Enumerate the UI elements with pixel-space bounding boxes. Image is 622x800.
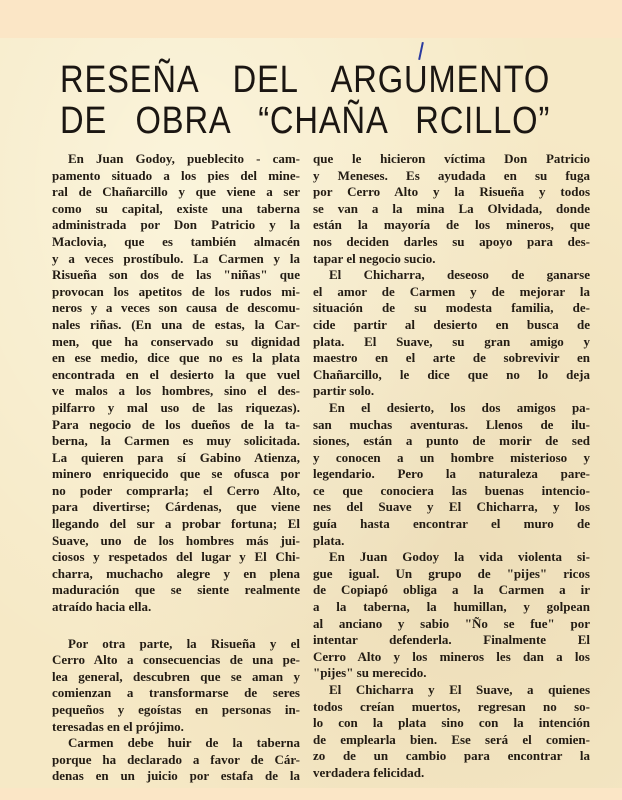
text-line: maestro en el arte de sobrevivir en — [313, 350, 590, 366]
text-line: cide partir al desierto en busca de — [313, 316, 590, 332]
article-column-right — [313, 151, 590, 782]
text-line: teresadas en el prójimo. — [52, 718, 184, 734]
text-line: no poder comprarla; el Cerro Alto, — [52, 482, 300, 498]
paragraph — [313, 400, 590, 549]
text-line: Cerro Alto a consecuencias de una pe- — [52, 652, 300, 668]
text-line: provocan los apetitos de los rudos mi- — [52, 283, 300, 299]
text-line: verdadera felicidad. — [313, 764, 425, 780]
text-line: pilfarro y mal uso de las riquezas). — [52, 399, 300, 415]
article-column-left — [52, 151, 300, 785]
text-line: san muchas aventuras. Llenos de ilu- — [313, 416, 590, 432]
text-line: plata. — [313, 532, 345, 548]
text-line: comienzan a transformarse de seres — [52, 685, 300, 701]
text-line: legendario. Pero la naturaleza pare- — [313, 466, 590, 482]
text-line: situación de su modesta familia, de- — [313, 300, 590, 316]
text-line: partir solo. — [313, 383, 375, 399]
paragraph — [313, 267, 590, 400]
text-line: el amor de Carmen y de mejorar la — [313, 283, 590, 299]
text-line: El Chicharra, deseoso de ganarse — [329, 267, 590, 283]
text-line: nos deciden darles su apoyo para des- — [313, 233, 590, 249]
text-line: nes del Suave y El Chicharra, y los — [313, 499, 590, 515]
text-line: y a veces prostíbulo. La Carmen y la — [52, 250, 300, 266]
text-line: que le hicieron víctima Don Patricio — [313, 151, 590, 166]
headline-line-1: RESEÑA DEL ARGUMENTO — [60, 59, 551, 101]
text-line: neros y a veces son causa de descomu- — [52, 300, 300, 316]
text-line: El Chicharra y El Suave, a quienes — [329, 682, 590, 697]
text-line: por Cerro Alto y la Risueña y todos — [313, 184, 590, 200]
text-line: plata. El Suave, su gran amigo y — [313, 333, 590, 349]
text-line: En Juan Godoy, pueblecito - cam- — [68, 151, 300, 166]
text-line: y Meneses. Es ayudada en su fuga — [313, 167, 590, 183]
text-line: llegando del sur a probar fortuna; El — [52, 516, 300, 532]
paragraph — [52, 735, 300, 785]
headline-line-2: DE OBRA “CHAÑA RCILLO” — [60, 100, 551, 142]
text-line: todos creían muertos, regresan no so- — [313, 698, 590, 714]
text-line: para divertirse; Cárdenas, que viene — [52, 499, 300, 515]
text-line: charra, muchacho alegre y en plena — [52, 565, 300, 581]
text-line: guía hasta encontrar el muro de — [313, 516, 590, 532]
text-line: pamento situado a los pies del mine- — [52, 167, 300, 183]
text-line: La quieren para sí Gabino Atienza, — [52, 449, 300, 465]
text-line: berna, la Carmen es muy solicitada. — [52, 433, 300, 449]
paragraph — [313, 549, 590, 682]
text-line: ciosos y respetados del lugar y El Chi- — [52, 549, 300, 565]
text-line: pequeños y egoístas en personas in- — [52, 702, 300, 717]
text-line: lea general, descubren que se aman y — [52, 668, 300, 684]
text-line: gue igual. Un grupo de "pijes" ricos — [313, 565, 590, 581]
text-line: zo de un cambio para encontrar la — [313, 748, 590, 764]
text-line: maduración que se siente realmente — [52, 582, 300, 598]
text-line: denas en un juicio por estafa de la — [52, 768, 300, 784]
text-line: Cerro Alto y los mineros les dan a los — [313, 648, 590, 664]
text-line: men, que ha conservado su dignidad — [52, 333, 300, 349]
text-line: tapar el negocio sucio. — [313, 250, 436, 266]
text-line: encontrada en el desierto la que vuel — [52, 366, 300, 382]
text-line: siones, están a punto de morir de sed — [313, 433, 590, 449]
text-line: Risueña son dos de las "niñas" que — [52, 267, 300, 283]
text-line: ce que conociera las buenas intencio- — [313, 482, 590, 498]
text-line: intentar defenderla. Finalmente El — [313, 632, 590, 648]
text-line: Suave, uno de los hombres más jui- — [52, 532, 300, 548]
paragraph — [52, 636, 300, 736]
text-line: ve malos a los hombres, sino el des- — [52, 383, 300, 399]
text-line: a la taberna, la humillan, y golpean — [313, 599, 590, 615]
text-line: Para negocio de los dueños de la ta- — [52, 416, 300, 432]
paragraph — [313, 151, 590, 267]
text-line: al anciano y sabio "Ño se fue" por — [313, 615, 590, 631]
text-line: En el desierto, los dos amigos pa- — [329, 399, 590, 415]
text-line: nales riñas. (En una de estas, la Car- — [52, 316, 300, 332]
text-line: ral de Chañarcillo y que viene a ser — [52, 184, 300, 200]
text-line: "pijes" su merecido. — [313, 665, 427, 681]
text-line: de Copiapó obliga a la Carmen a ir — [313, 582, 590, 598]
text-line: Chañarcillo, le dice que no lo deja — [313, 366, 590, 382]
text-line: en ese medio, dice que no es la plata — [52, 350, 300, 366]
text-line: Por otra parte, la Risueña y el — [68, 635, 300, 651]
text-line: como su capital, existe una taberna — [52, 200, 300, 216]
text-line: Maclovia, que es también almacén — [52, 233, 300, 249]
text-line: Carmen debe huir de la taberna — [68, 735, 300, 751]
text-line: porque ha declarado a favor de Cár- — [52, 751, 300, 767]
text-line: atraído hacia ella. — [52, 599, 152, 615]
text-line: y conocen a un hombre misterioso y — [313, 449, 590, 465]
text-line: lo con la plata sino con la intención — [313, 715, 590, 731]
text-line: minero enriquecido que se ofusca por — [52, 466, 300, 482]
text-line: se van a la mina La Olvidada, donde — [313, 200, 590, 216]
paragraph — [52, 151, 300, 616]
paragraph — [313, 682, 590, 782]
text-line: administrada por Don Patricio y la — [52, 217, 300, 233]
text-line: están la mayoría de los mineros, que — [313, 217, 590, 233]
text-line: En Juan Godoy la vida violenta si- — [329, 549, 590, 565]
text-line: de emplearla bien. Ese será el comien- — [313, 731, 590, 747]
